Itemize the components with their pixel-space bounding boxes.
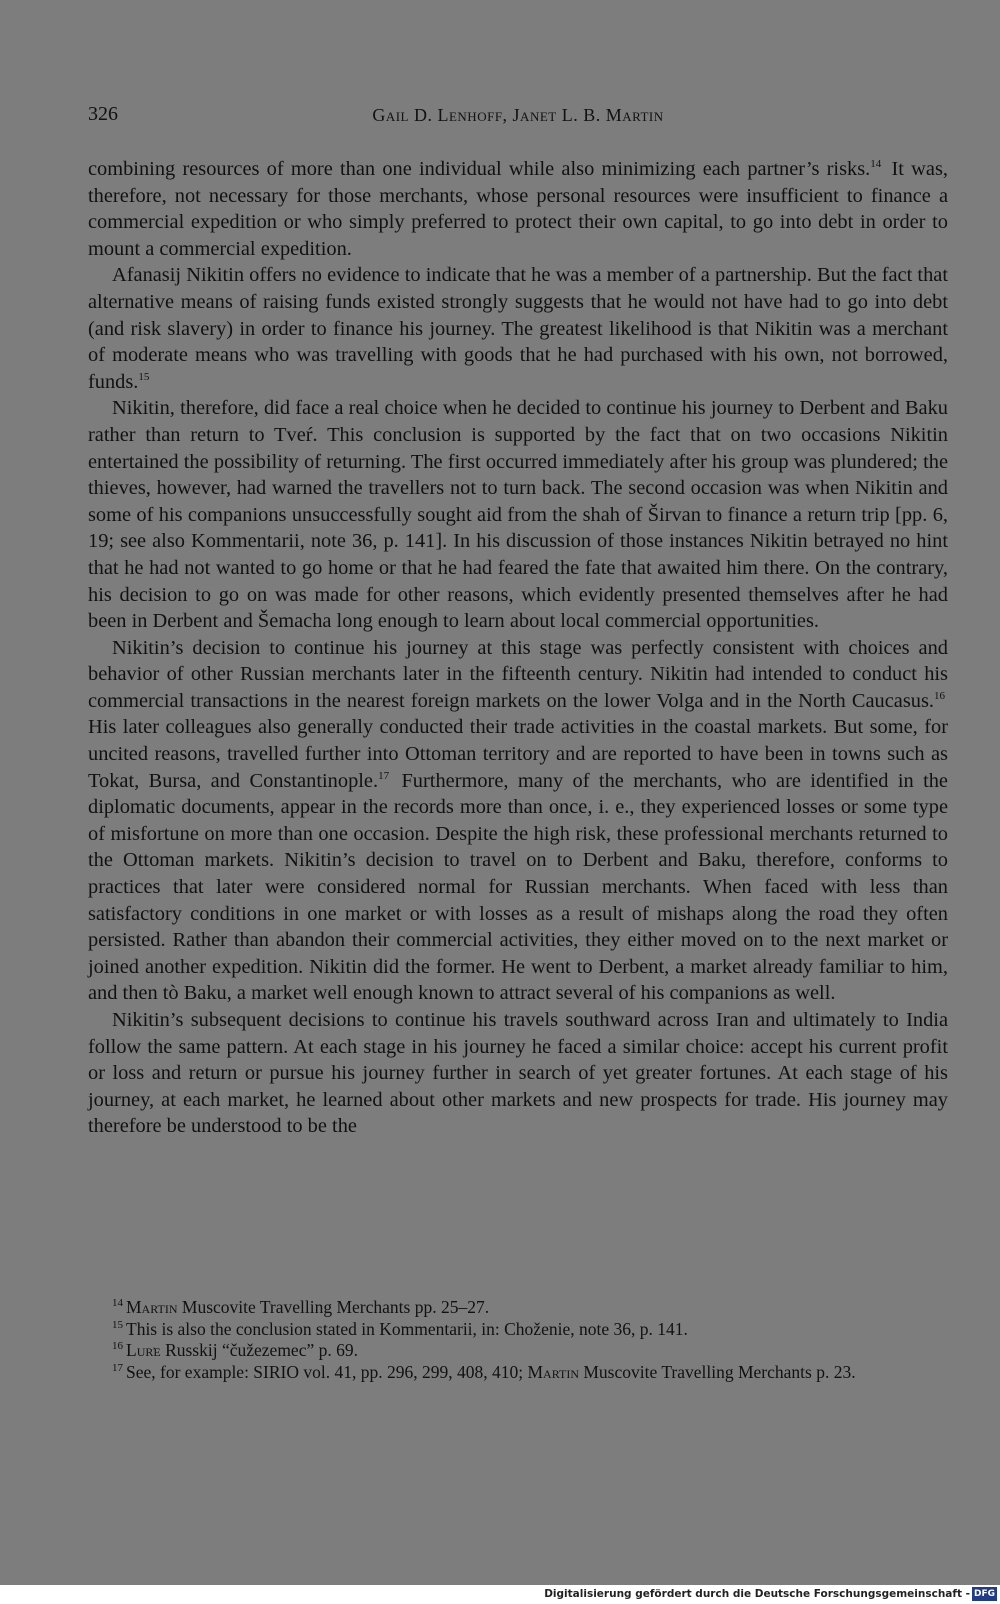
paragraph-1: combining resources of more than one individual while also minimizing each partner’s risks.$^{14}$ It was, therefore, not necessary for those merchants, whose personal resources were insufficient to finance a commercial expedition or who simply preferred to protect their own capital, to go into debt in order to mount a commercial expedition.	[88, 158, 948, 260]
footnote-ref-17: 17	[378, 769, 390, 782]
body-text	[88, 156, 948, 1140]
paragraph-5: Nikitin’s subsequent decisions to continue his travels southward across Iran and ultimately to India follow the same pattern. At each stage in his journey he faced a similar choice: accept his current profit or loss and return or pursue his journey further in search of yet greater fortunes. At each stage of his journey, at each market, he learned about other markets and new prospects for trade. His journey may therefore be understood to be the	[88, 1009, 948, 1138]
footnotes	[92, 1297, 950, 1383]
paragraph-2: Afanasij Nikitin offers no evidence to indicate that he was a member of a partnership. But the fact that alternative means of raising funds existed strongly suggests that he would not have had to go into debt (and risk slavery) in order to finance his journey. The greatest likelihood is that Nikitin was a merchant of moderate means who was travelling with goods that he had purchased with his own, not borrowed, funds.$^{15}$	[88, 264, 948, 393]
paragraph-3: Nikitin, therefore, did face a real choice when he decided to continue his journey to Derbent and Baku rather than return to Tveŕ. This conclusion is supported by the fact that on two occasions Nikitin entertained the possibility of returning. The first occurred immediately after his group was plundered; the thieves, however, had warned the travellers not to turn back. The second occasion was when Nikitin and some of his companions unsuccessfully sought aid from the shah of Širvan to finance a return trip [pp. 6, 19; see also Kommentarii, note 36, p. 141]. In his discussion of those instances Nikitin betrayed no hint that he had not wanted to go home or that he had feared the fate that awaited him there. On the contrary, his decision to go on was made for other reasons, which evidently presented themselves after he had been in Derbent and Šemacha long enough to learn about local commercial opportunities.	[88, 397, 948, 633]
footnote-16: $^{16}$ Lur̕e Russkij “čužezemec” p. 69.	[112, 1340, 358, 1361]
running-head	[88, 103, 948, 129]
footnote-ref-14: 14	[870, 158, 882, 171]
footnote-15: $^{15}$ This is also the conclusion stated in Kommentarii, in: Choženie, note 36, p. 141.	[112, 1318, 688, 1339]
paragraph-4: Nikitin’s decision to continue his journey at this stage was perfectly consistent with choices and behavior of other Russian merchants later in the fifteenth century. Nikitin had intended to conduct his commercial transactions in the nearest foreign markets on the lower Volga and in the North Caucasus.$^{16}$ His later colleagues also generally conducted their trade activities in the coastal markets. But some, for uncited reasons, travelled further into Ottoman territory and are reported to have been in towns such as Tokat, Bursa, and Constantinople.$^{17}$ Furthermore, many of the merchants, who are identified in the diplomatic documents, appear in the records more than once, i. e., they experienced losses or some type of misfortune on more than one occasion. Despite the high risk, these professional merchants returned to the Ottoman markets. Nikitin’s decision to travel on to Derbent and Baku, therefore, conforms to practices that later were considered normal for Russian merchants. When faced with less than satisfactory conditions in one market or with losses as a result of mishaps along the road they often persisted. Rather than abandon their commercial activities, they either moved on to the next market or joined another expedition. Nikitin did the former. He went to Derbent, a market already familiar to him, and then tò Baku, a market well enough known to attract several of his companions as well.	[88, 636, 948, 1005]
footnote-ref-16: 16	[934, 690, 945, 703]
footnote-14: $^{14}$ Martin Muscovite Travelling Merchants pp. 25–27.	[112, 1297, 490, 1317]
dfg-logo-icon: DFG	[973, 1589, 995, 1599]
footnote-ref-15: 15	[138, 370, 150, 383]
digitization-credit: Digitalisierung gefördert durch die Deutsche Forschungsgemeinschaft -	[544, 1588, 970, 1600]
digitization-credit-bar	[0, 1585, 1000, 1604]
page-number: 326	[88, 103, 118, 125]
footnote-17: $^{17}$ See, for example: SIRIO vol. 41, pp. 296, 299, 408, 410; Martin Muscovite Travelling Merchants p. 23.	[112, 1361, 856, 1382]
header-authors: Gail D. Lenhoff, Janet L. B. Martin	[372, 105, 664, 125]
